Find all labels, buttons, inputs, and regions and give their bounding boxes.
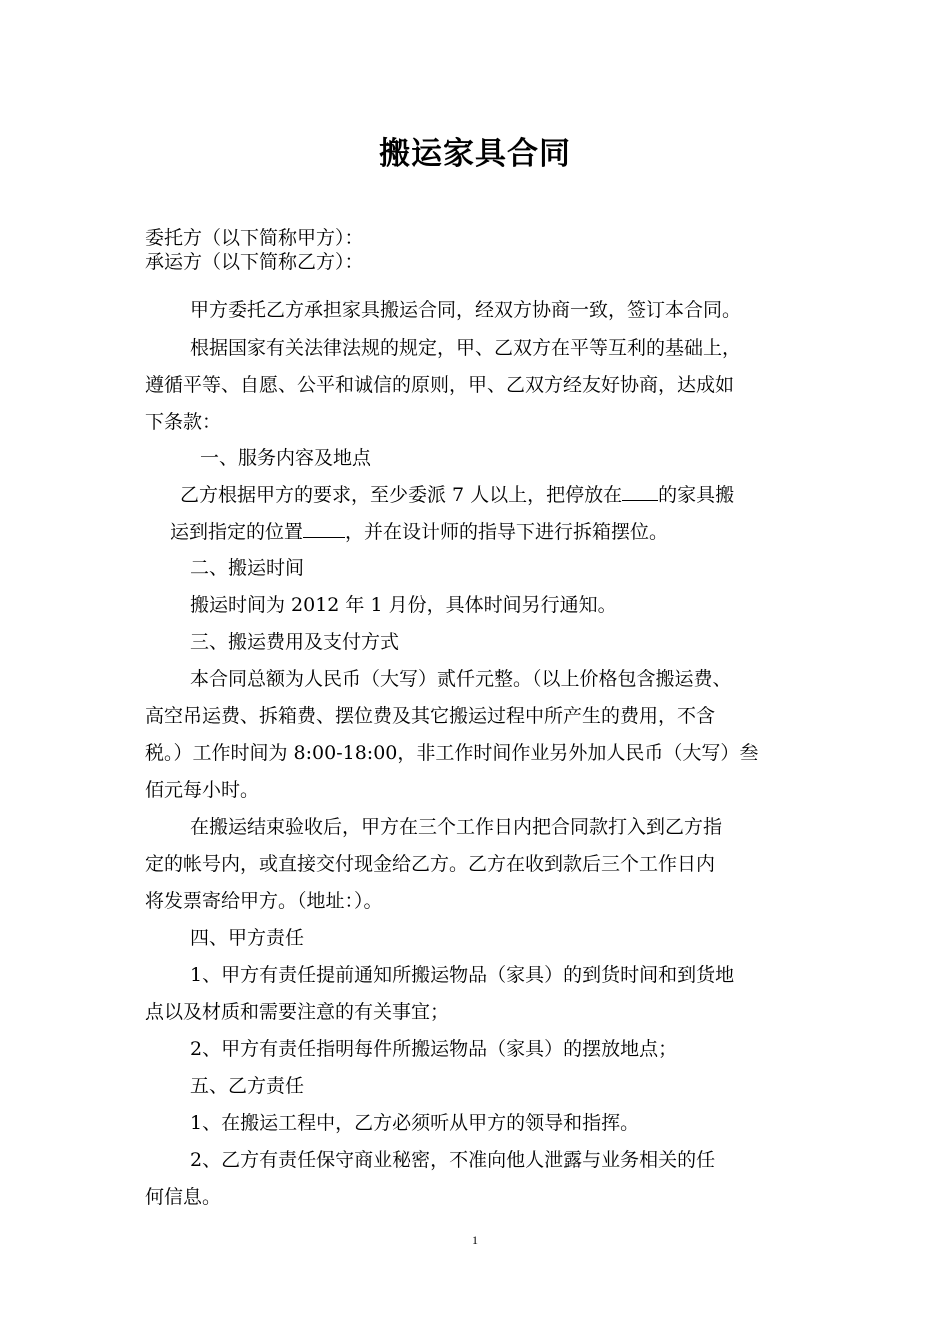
paragraph-line [180,482,734,507]
paragraph-line: 下条款： [145,411,222,433]
section-heading: 四、甲方责任 [190,927,305,949]
paragraph-segment: ，并在设计师的指导下进行拆箱摆位。 [345,521,669,543]
paragraph-line: 点以及材质和需要注意的有关事宜； [145,1001,450,1023]
paragraph-segment: 乙方根据甲方的要求，至少委派 7 人以上，把停放在 [180,484,623,506]
paragraph-line: 在搬运结束验收后，甲方在三个工作日内把合同款打入到乙方指 [190,816,723,838]
paragraph-line: 2、乙方有责任保守商业秘密，不准向他人泄露与业务相关的任 [190,1149,716,1171]
paragraph-line: 定的帐号内，或直接交付现金给乙方。乙方在收到款后三个工作日内 [145,853,716,875]
paragraph-line: 搬运时间为 2012 年 1 月份，具体时间另行通知。 [190,594,617,616]
paragraph-line: 2、甲方有责任指明每件所搬运物品（家具）的摆放地点； [190,1038,678,1060]
page-number: 1 [472,1233,478,1247]
paragraph-line: 何信息。 [145,1186,222,1208]
paragraph-line: 1、甲方有责任提前通知所搬运物品（家具）的到货时间和到货地 [190,964,735,986]
document-title: 搬运家具合同 [379,136,571,172]
paragraph-line: 税。）工作时间为 8:00-18:00，非工作时间作业另外加人民币（大写）叁 [145,742,759,764]
paragraph-line: 高空吊运费、拆箱费、摆位费及其它搬运过程中所产生的费用，不含 [145,705,716,727]
paragraph-segment: 的家具搬 [658,484,735,506]
paragraph-line: 根据国家有关法律法规的规定，甲、乙双方在平等互利的基础上， [190,337,742,359]
section-heading: 二、搬运时间 [190,557,305,579]
party-a-line: 委托方（以下简称甲方）： [145,227,364,249]
paragraph-line: 将发票寄给甲方。（地址：）。 [145,890,383,912]
party-b-line: 承运方（以下简称乙方）： [145,251,364,273]
fill-in-blank [303,519,345,538]
fill-in-blank [622,482,658,501]
paragraph-line: 1、在搬运工程中，乙方必须听从甲方的领导和指挥。 [190,1112,640,1134]
paragraph-line: 本合同总额为人民币（大写）贰仟元整。（以上价格包含搬运费、 [190,668,732,690]
section-heading: 五、乙方责任 [190,1075,305,1097]
section-heading: 一、服务内容及地点 [200,447,372,469]
paragraph-line [170,519,668,544]
paragraph-line: 佰元每小时。 [145,779,260,801]
section-heading: 三、搬运费用及支付方式 [190,631,400,653]
paragraph-line: 遵循平等、自愿、公平和诚信的原则，甲、乙双方经友好协商，达成如 [145,374,735,396]
paragraph-segment: 运到指定的位置 [170,521,304,543]
paragraph-line: 甲方委托乙方承担家具搬运合同，经双方协商一致，签订本合同。 [190,299,742,321]
